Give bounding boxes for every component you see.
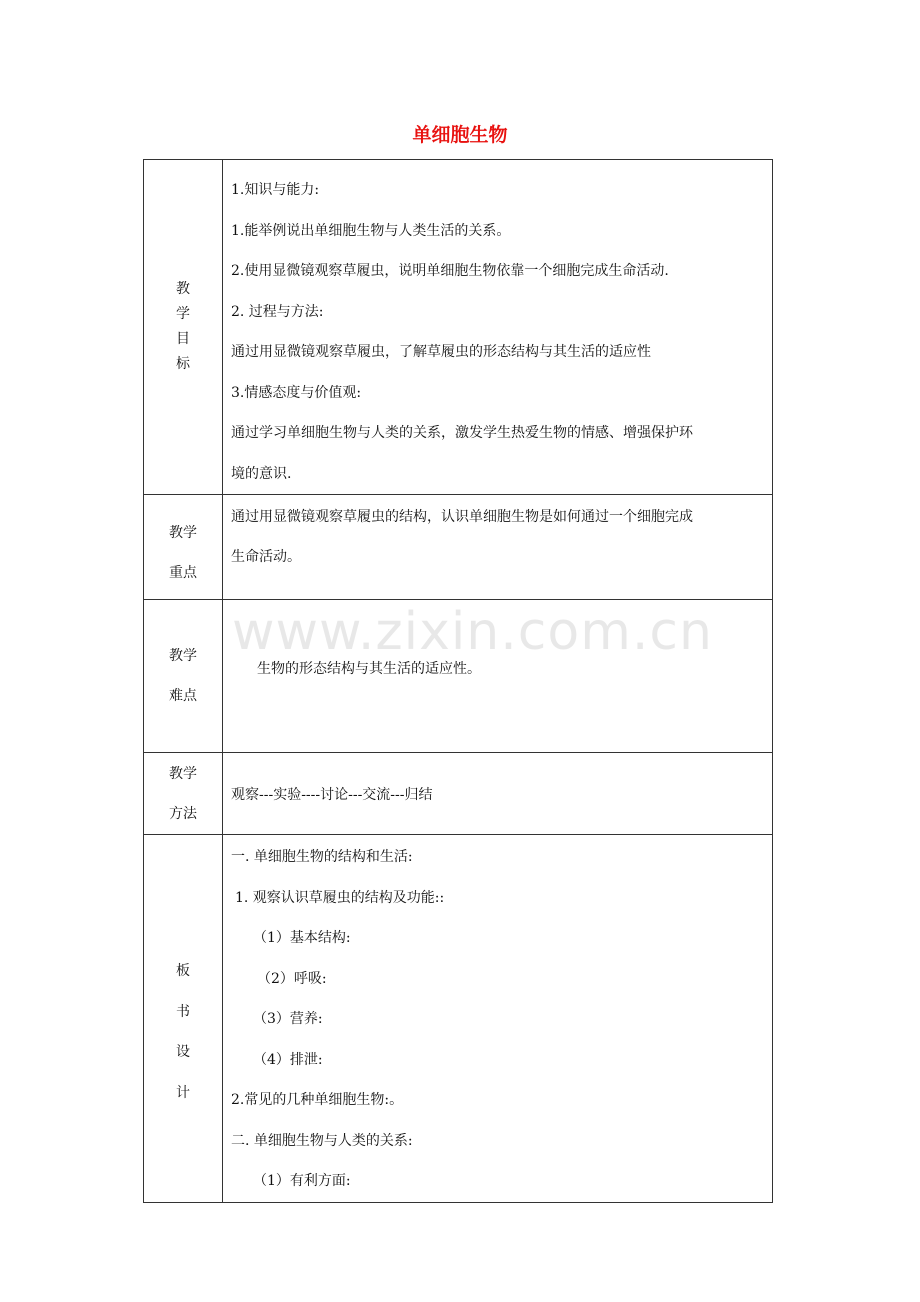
content-line: （1）基本结构: [253, 930, 351, 946]
content-line: （4）排泄: [253, 1051, 323, 1068]
row-label-methods [144, 753, 223, 835]
row-content-board-design [223, 835, 773, 1203]
row-content-key-points [223, 495, 773, 600]
content-line: 境的意识. [231, 465, 292, 482]
row-content-methods [223, 753, 773, 835]
row-content-objectives [223, 160, 773, 495]
table-row-board-design [144, 835, 773, 1203]
label-char: 书 [176, 1003, 190, 1020]
table-row-objectives [144, 160, 773, 495]
content-line: 生物的形态结构与其生活的适应性。 [257, 661, 481, 677]
table-row-methods [144, 753, 773, 835]
label-char: 计 [176, 1084, 190, 1101]
content-line: 通过学习单细胞生物与人类的关系，激发学生热爱生物的情感、增强保护环 [231, 425, 693, 441]
label-char: 学 [176, 306, 190, 322]
label-text: 难点 [169, 688, 197, 704]
content-line: 2.常见的几种单细胞生物:。 [231, 1092, 404, 1108]
row-label-difficulties [144, 600, 223, 753]
table-row-key-points [144, 495, 773, 600]
row-label-key-points [144, 495, 223, 600]
label-char: 标 [176, 356, 190, 372]
content-line: （2）呼吸: [257, 970, 327, 987]
row-label-board-design [144, 835, 223, 1203]
row-label-objectives [144, 160, 223, 495]
label-char: 板 [176, 963, 190, 980]
content-line: 1.知识与能力: [231, 182, 320, 198]
content-line: 生命活动。 [231, 549, 301, 565]
content-line: 2.使用显微镜观察草履虫，说明单细胞生物依靠一个细胞完成生命活动. [231, 263, 669, 279]
label-char: 目 [176, 331, 190, 347]
content-line: 一. 单细胞生物的结构和生活: [231, 849, 413, 865]
label-char: 教 [176, 281, 190, 297]
content-line: 2. 过程与方法: [231, 303, 324, 320]
watermark: www.zixin.com.cn [232, 602, 713, 662]
label-text: 重点 [169, 565, 197, 581]
content-line: 通过用显微镜观察草履虫的结构，认识单细胞生物是如何通过一个细胞完成 [231, 509, 693, 525]
label-text: 教学 [169, 648, 197, 664]
content-line: 观察---实验----讨论---交流---归结 [231, 786, 433, 803]
label-text: 方法 [169, 805, 197, 822]
table-row-difficulties [144, 600, 773, 753]
content-line: （1）有利方面: [253, 1173, 351, 1189]
label-char: 设 [176, 1044, 190, 1061]
content-line: 1. 观察认识草履虫的结构及功能:: [235, 889, 445, 906]
content-line: 1.能举例说出单细胞生物与人类生活的关系。 [231, 222, 511, 239]
content-line: 二. 单细胞生物与人类的关系: [231, 1132, 413, 1149]
row-content-difficulties [223, 600, 773, 753]
content-line: 3.情感态度与价值观: [231, 384, 362, 401]
label-text: 教学 [169, 765, 197, 782]
content-line: 通过用显微镜观察草履虫，了解草履虫的形态结构与其生活的适应性 [231, 344, 651, 360]
label-text: 教学 [169, 525, 197, 541]
page-title: 单细胞生物 [412, 124, 508, 146]
content-line: （3）营养: [253, 1011, 323, 1027]
lesson-plan-table [143, 159, 773, 1203]
